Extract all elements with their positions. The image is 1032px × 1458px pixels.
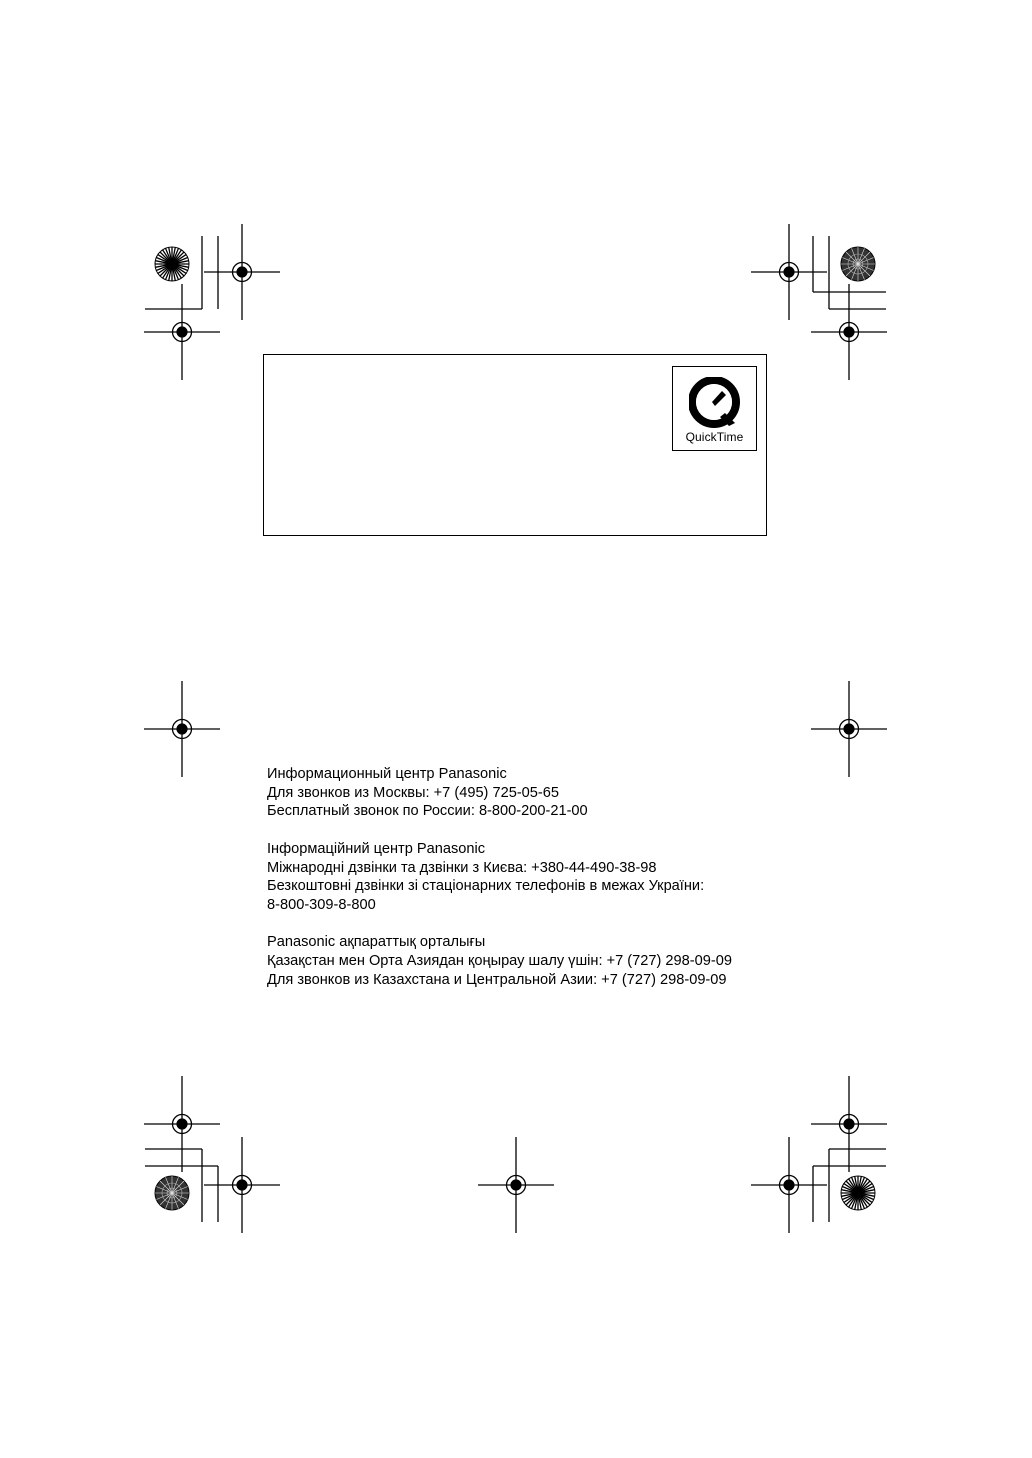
kazakhstan-phone-kz: Қазақстан мен Орта Азиядан қоңырау шалу үшін: +7 (727) 298-09-09: [267, 953, 732, 969]
russia-free-phone: Бесплатный звонок по России: 8-800-200-21-00: [267, 803, 588, 820]
russia-contact-block: [267, 765, 732, 821]
kazakhstan-phone-ru: Для звонков из Казахстана и Центральной Азии: +7 (727) 298-09-09: [267, 971, 727, 988]
ukraine-free-phone: 8-800-309-8-800: [267, 896, 376, 913]
quicktime-logo-text: QuickTime: [685, 430, 744, 444]
contact-info: [267, 765, 732, 1008]
ukraine-intl-phone: Міжнародні дзвінки та дзвінки з Києва: +380-44-490-38-98: [267, 859, 657, 876]
quicktime-logo: [672, 366, 757, 451]
ukraine-heading: Інформаційний центр Panasonic: [267, 840, 486, 857]
russia-heading: Информационный центр Panasonic: [267, 766, 507, 782]
quicktime-q-icon: [689, 377, 741, 429]
kazakhstan-heading: Panasonic ақпараттық орталығы: [267, 934, 486, 951]
ukraine-free-label: Безкоштовні дзвінки зі стаціонарних телефонів в межах України:: [267, 878, 705, 895]
kazakhstan-contact-block: [267, 933, 732, 989]
russia-moscow-phone: Для звонков из Москвы: +7 (495) 725-05-65: [267, 784, 560, 801]
ukraine-contact-block: [267, 840, 732, 915]
